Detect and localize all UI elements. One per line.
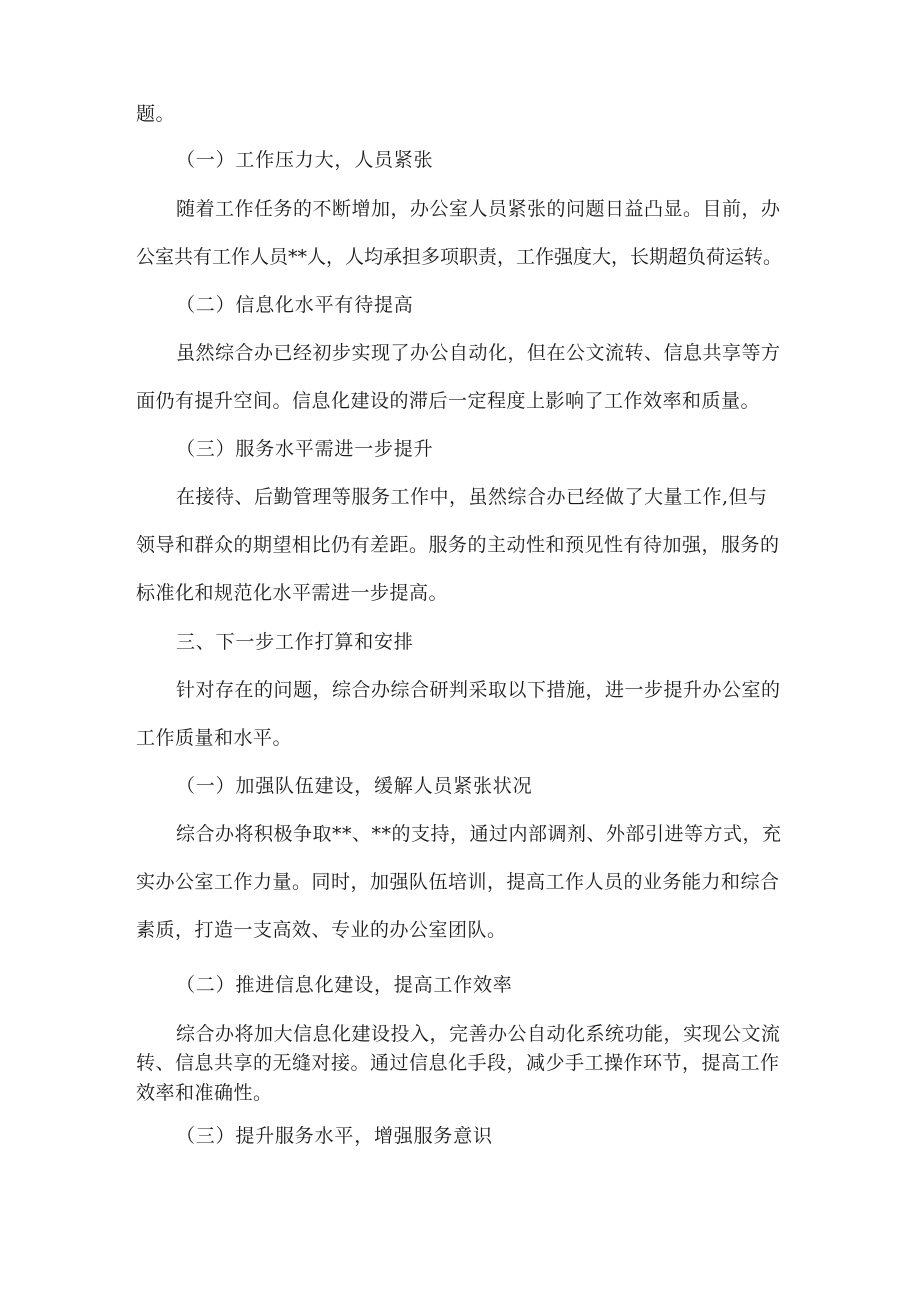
section-heading: （三）提升服务水平，增强服务意识	[176, 1125, 493, 1147]
paragraph-line: 素质，打造一支高效、专业的办公室团队。	[136, 919, 507, 941]
section-heading: （一）加强队伍建设，缓解人员紧张状况	[176, 775, 533, 797]
paragraph-line: 标准化和规范化水平需进一步提高。	[136, 582, 449, 604]
section-heading: （三）服务水平需进一步提升	[176, 438, 434, 460]
chapter-heading: 三、下一步工作打算和安排	[176, 631, 414, 653]
section-heading: （二）信息化水平有待提高	[176, 294, 414, 316]
paragraph-line: 效率和准确性。	[136, 1082, 273, 1104]
paragraph-line: 针对存在的问题，综合办综合研判采取以下措施，进一步提升办公室的	[176, 679, 781, 701]
section-heading: （一）工作压力大，人员紧张	[176, 149, 434, 171]
paragraph-line: 公室共有工作人员**人，人均承担多项职责，工作强度大，长期超负荷运转。	[136, 246, 783, 268]
paragraph-line: 在接待、后勤管理等服务工作中，虽然综合办已经做了大量工作,但与	[176, 486, 768, 508]
paragraph-line: 转、信息共享的无缝对接。通过信息化手段，减少手工操作环节，提高工作	[136, 1052, 780, 1074]
paragraph-line: 领导和群众的期望相比仍有差距。服务的主动性和预见性有待加强，服务的	[136, 534, 780, 556]
paragraph-line: 工作质量和水平。	[136, 727, 293, 749]
paragraph-line: 题。	[136, 103, 176, 125]
paragraph-line: 综合办将积极争取**、**的支持，通过内部调剂、外部引进等方式，充	[176, 823, 782, 845]
section-heading: （二）推进信息化建设，提高工作效率	[176, 974, 513, 996]
paragraph-line: 面仍有提升空间。信息化建设的滞后一定程度上影响了工作效率和质量。	[136, 390, 761, 412]
paragraph-line: 虽然综合办已经初步实现了办公自动化，但在公文流转、信息共享等方	[176, 342, 781, 364]
paragraph-line: 随着工作任务的不断增加，办公室人员紧张的问题日益凸显。目前，办	[176, 198, 781, 220]
paragraph-line: 综合办将加大信息化建设投入，完善办公自动化系统功能，实现公文流	[176, 1023, 781, 1045]
paragraph-line: 实办公室工作力量。同时，加强队伍培训，提高工作人员的业务能力和综合	[136, 871, 780, 893]
